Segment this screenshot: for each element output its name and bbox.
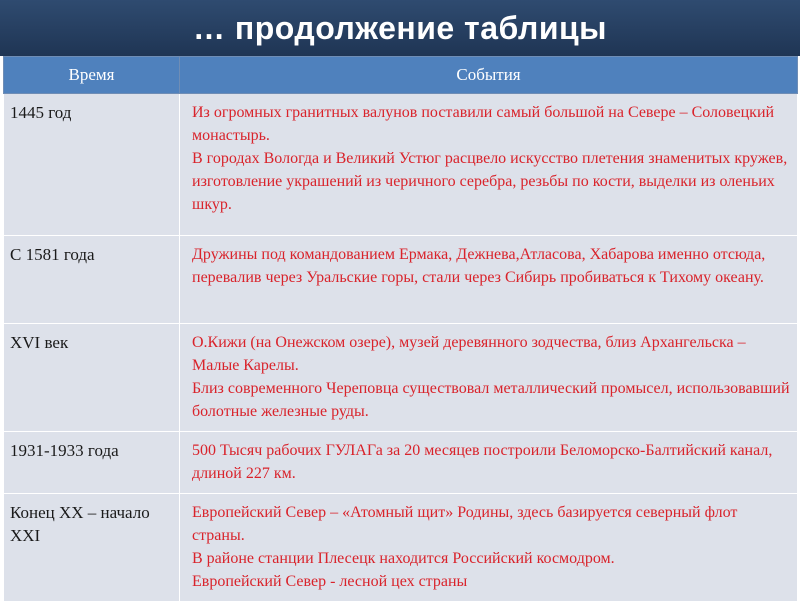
header-time: Время [4,57,180,94]
events-cell [180,432,798,494]
header-events: События [180,57,798,94]
table-row [4,324,798,432]
event-text: В районе станции Плесецк находится Российский космодром. [192,550,615,567]
time-cell: С 1581 года [4,236,180,324]
time-cell: Конец XX – начало XXI [4,494,180,602]
event-text: Близ современного Череповца существовал металлический промысел, использовавший болотные железные руды. [192,380,790,420]
event-text: В городах Вологда и Великий Устюг расцвело искусство плетения знаменитых кружев, изготовление украшений из черичного серебра, резьбы по кости, выделки из оленьих шкур. [192,150,788,213]
events-cell [180,94,798,236]
table-row [4,494,798,602]
events-cell [180,494,798,602]
table-row [4,432,798,494]
table-row [4,94,798,236]
event-text: Европейский Север – «Атомный щит» Родины, здесь базируется северный флот страны. [192,504,738,544]
event-text: 500 Тысяч рабочих ГУЛАГа за 20 месяцев построили Беломорско-Балтийский канал, длиной 227 км. [192,442,773,482]
time-cell: XVI век [4,324,180,432]
event-text: Из огромных гранитных валунов поставили самый большой на Севере – Соловецкий монастырь. [192,104,775,144]
event-text: Европейский Север - лесной цех страны [192,573,468,590]
event-text: Дружины под командованием Ермака, Дежнева,Атласова, Хабарова именно отсюда, перевалив через Уральские горы, стали через Сибирь пробиваться к Тихому океану. [192,246,766,286]
table-row [4,236,798,324]
table-header-row [4,57,798,94]
slide-title: … продолжение таблицы [193,10,607,46]
events-cell [180,324,798,432]
events-table [3,56,798,602]
time-cell: 1445 год [4,94,180,236]
events-cell [180,236,798,324]
event-text: О.Кижи (на Онежском озере), музей деревянного зодчества, близ Архангельска – Малые Карелы. [192,334,746,374]
time-cell: 1931-1933 года [4,432,180,494]
